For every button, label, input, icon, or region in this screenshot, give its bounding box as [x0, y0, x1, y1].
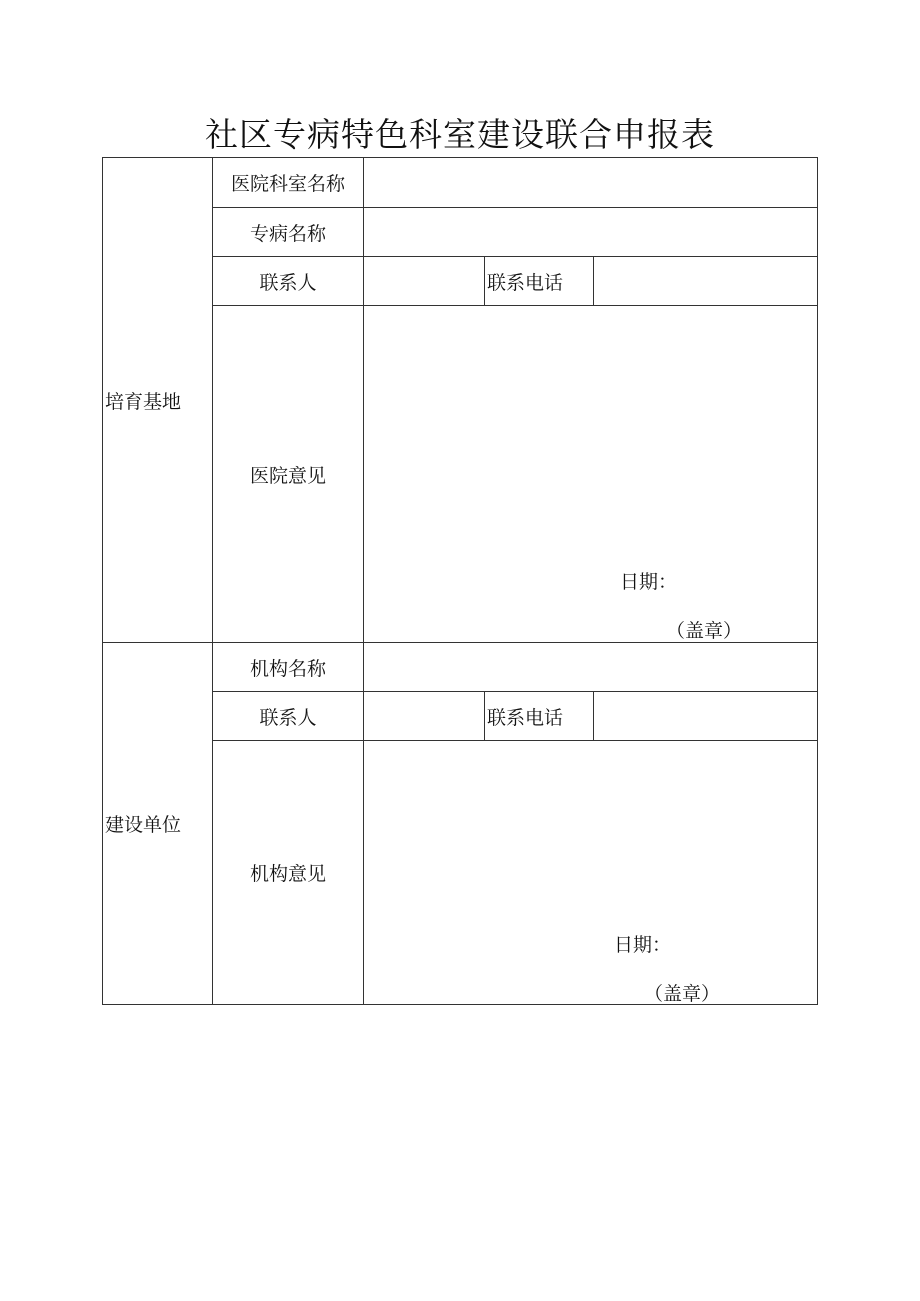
section-1-label-cell	[103, 158, 213, 643]
contact-label-cell-2	[213, 692, 364, 741]
section-1-label: 培育基地	[105, 390, 182, 413]
disease-name-field[interactable]	[364, 208, 818, 257]
org-opinion-label-cell	[213, 741, 364, 1005]
contact-field-2[interactable]	[364, 692, 485, 741]
org-date-label: 日期：	[614, 934, 672, 956]
hospital-opinion-label: 医院意见	[249, 464, 326, 487]
org-name-field[interactable]	[364, 643, 818, 692]
phone-field-1[interactable]	[594, 257, 818, 306]
disease-name-label: 专病名称	[249, 222, 326, 245]
org-seal-label: （盖章）	[644, 983, 721, 1005]
application-form-table	[102, 157, 818, 1005]
phone-label-cell-1	[485, 257, 594, 306]
phone-field-2[interactable]	[594, 692, 818, 741]
hospital-seal-label: （盖章）	[666, 620, 743, 642]
phone-label-1: 联系电话	[487, 271, 564, 294]
phone-label-2: 联系电话	[487, 706, 564, 729]
hospital-opinion-label-cell	[213, 306, 364, 643]
contact-label-cell-1	[213, 257, 364, 306]
row-org-name	[103, 643, 818, 692]
phone-label-cell-2	[485, 692, 594, 741]
hospital-opinion-field[interactable]	[364, 306, 818, 643]
org-name-label-cell	[213, 643, 364, 692]
section-2-label: 建设单位	[105, 814, 182, 836]
org-name-label: 机构名称	[249, 657, 326, 680]
dept-name-label: 医院科室名称	[230, 173, 345, 195]
org-opinion-field[interactable]	[364, 741, 818, 1005]
row-dept-name	[103, 158, 818, 208]
page-title: 社区专病特色科室建设联合申报表	[205, 115, 715, 154]
dept-name-field[interactable]	[364, 158, 818, 208]
disease-name-label-cell	[213, 208, 364, 257]
org-opinion-label: 机构意见	[249, 863, 326, 885]
contact-field-1[interactable]	[364, 257, 485, 306]
dept-name-label-cell	[213, 158, 364, 208]
contact-label-2: 联系人	[259, 706, 317, 729]
contact-label-1: 联系人	[259, 271, 317, 294]
hospital-date-label: 日期：	[620, 571, 678, 593]
section-2-label-cell	[103, 643, 213, 1005]
